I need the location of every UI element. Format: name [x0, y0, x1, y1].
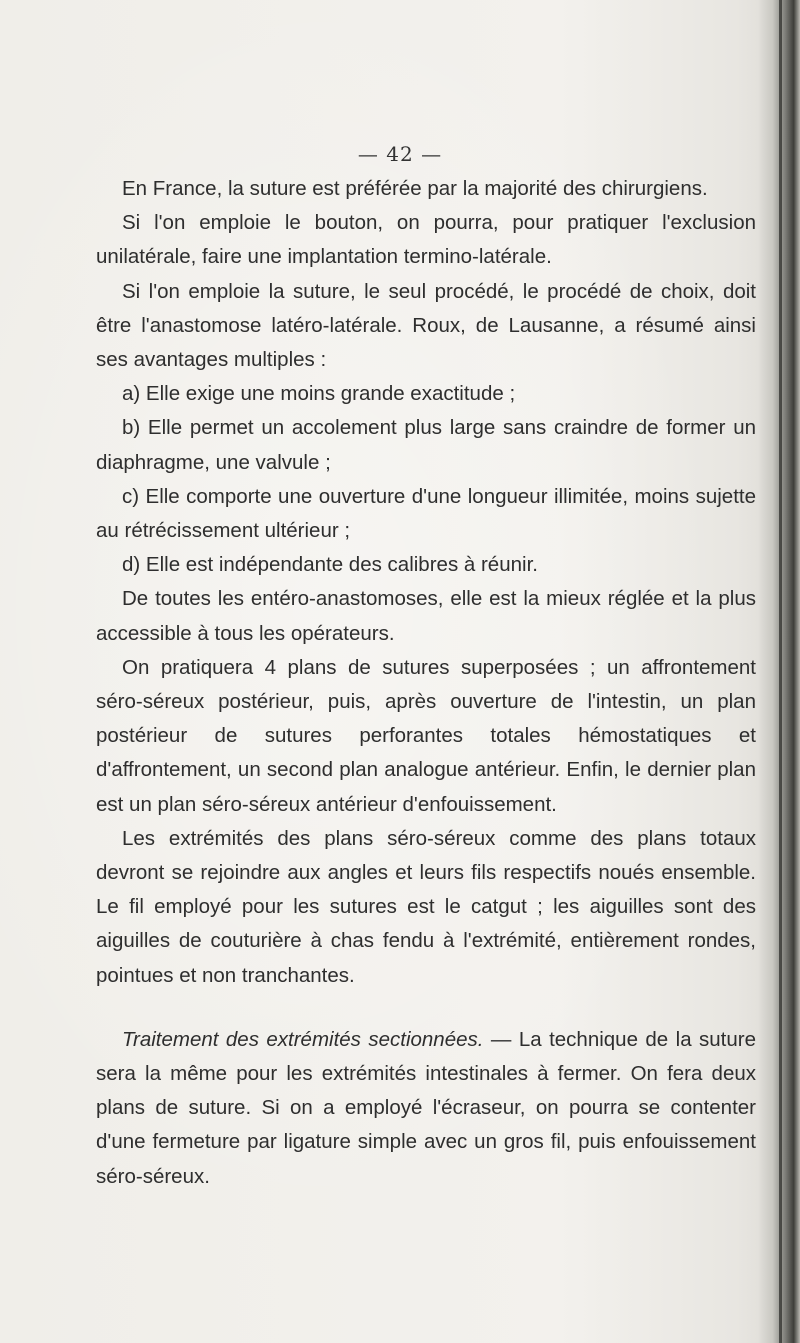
list-item: c) Elle comporte une ouverture d'une longueur illimitée, moins sujette au rétrécissement ultérieur ; — [96, 484, 756, 543]
list-item: b) Elle permet un accolement plus large sans craindre de former un diaphragme, une valvule ; — [96, 416, 756, 474]
section-paragraph — [96, 1023, 756, 1194]
section-text: — La technique de la suture sera la même pour les extrémités intestinales à fermer. On fera deux plans de suture. Si on a employé l'écraseur, on pourra se contenter d'une fermeture par ligature simple avec un gros fil, puis enfouissement séro-séreux. — [96, 1027, 757, 1188]
paragraph: En France, la suture est préférée par la majorité des chirurgiens. — [122, 177, 708, 200]
body-text — [96, 172, 756, 1194]
paragraph: Si l'on emploie la suture, le seul procédé, le procédé de choix, doit être l'anastomose latéro-latérale. Roux, de Lausanne, a résumé ainsi ses avantages multiples : — [96, 279, 756, 372]
paragraph: Les extrémités des plans séro-séreux comme des plans totaux devront se rejoindre aux angles et leurs fils respectifs noués ensemble. Le fil employé pour les sutures est le catgut ; les aiguilles sont des aiguilles de couturière à chas fendu à l'extrémité, entièrement rondes, pointues et non tranchantes. — [96, 826, 756, 987]
list-item: d) Elle est indépendante des calibres à réunir. — [122, 553, 538, 577]
binding-line — [779, 0, 782, 1343]
page-number: — 42 — — [357, 142, 443, 166]
list-item: a) Elle exige une moins grande exactitude ; — [122, 382, 516, 406]
paragraph: On pratiquera 4 plans de sutures superposées ; un affrontement séro-séreux postérieur, puis, après ouverture de l'intestin, un plan postérieur de sutures perforantes totales hémostatiques et d'affrontement, un second plan analogue antérieur. Enfin, le dernier plan est un plan séro-séreux antérieur d'enfouissement. — [96, 655, 756, 816]
section-heading: Traitement des extrémités sectionnées. — [122, 1027, 484, 1051]
section-spacer — [96, 993, 756, 1023]
paragraph: Si l'on emploie le bouton, on pourra, pour pratiquer l'exclusion unilatérale, faire une implantation termino-latérale. — [96, 211, 756, 269]
paragraph: De toutes les entéro-anastomoses, elle est la mieux réglée et la plus accessible à tous les opérateurs. — [96, 587, 756, 645]
